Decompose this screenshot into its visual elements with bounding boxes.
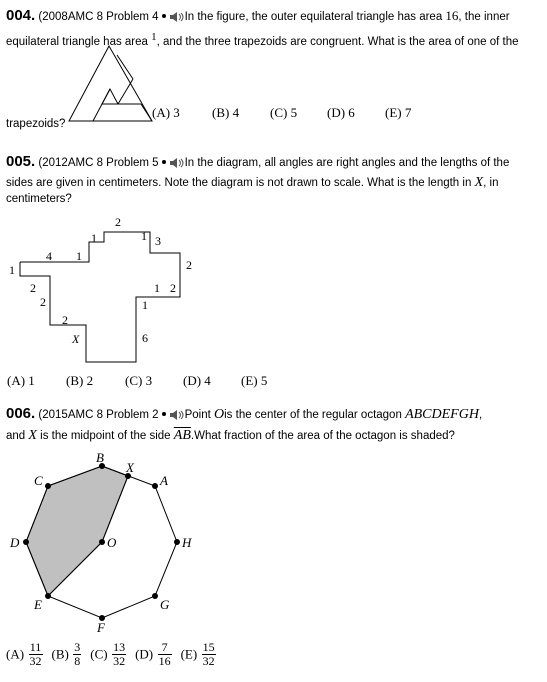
q3-choice-d[interactable] bbox=[135, 641, 172, 668]
q2-choice-a[interactable]: (A) 1 bbox=[7, 373, 35, 388]
q3-choice-d-frac bbox=[158, 641, 172, 668]
q2-label-2a: 2 bbox=[30, 281, 36, 295]
q3-number: 006. bbox=[6, 405, 36, 422]
q2-label-1b: 1 bbox=[76, 249, 82, 263]
q1-outer-area: 16 bbox=[445, 8, 459, 23]
q3-choice-b-num: 3 bbox=[74, 640, 81, 654]
q2-label-2b: 2 bbox=[40, 295, 46, 309]
q2-choice-e[interactable]: (E) 5 bbox=[241, 373, 268, 388]
speaker-icon[interactable] bbox=[169, 158, 185, 168]
q1-choice-e[interactable]: (E) 7 bbox=[385, 105, 412, 120]
q3-line2 bbox=[6, 425, 546, 447]
q3-text-a: Point bbox=[184, 409, 211, 421]
q2-text-b: sides are given in centimeters. Note the diagram is not drawn to scale. What is the length in bbox=[6, 177, 472, 189]
q1-triangle-figure bbox=[66, 44, 161, 124]
q3-label-b: B bbox=[96, 450, 104, 465]
q3-choice-a-den: 32 bbox=[29, 654, 42, 668]
q2-line2 bbox=[6, 172, 546, 194]
q2-label-1f: 1 bbox=[142, 298, 148, 312]
q2-choice-d[interactable]: (D) 4 bbox=[183, 373, 211, 388]
q3-choice-c-letter: (C) bbox=[90, 646, 108, 662]
q3-octagon: ABCDEFGH bbox=[405, 407, 479, 422]
q1-number: 004. bbox=[6, 7, 36, 24]
q3-choice-a-frac bbox=[29, 641, 43, 668]
q3-choice-e-letter: (E) bbox=[180, 646, 198, 662]
bullet-icon bbox=[162, 160, 166, 164]
q2-label-1c: 1 bbox=[91, 231, 97, 245]
q1-choice-a[interactable]: (A) 3 bbox=[152, 105, 180, 120]
q3-choice-a-num: 11 bbox=[29, 640, 42, 654]
q1-choice-d[interactable]: (D) 6 bbox=[327, 105, 355, 120]
q3-label-c: C bbox=[34, 473, 43, 488]
q2-label-2c: 2 bbox=[62, 313, 68, 327]
inner-triangle bbox=[102, 89, 118, 104]
q3-choices bbox=[6, 641, 216, 668]
q3-choice-a-letter: (A) bbox=[6, 646, 25, 662]
q3-choice-c-num: 13 bbox=[113, 640, 126, 654]
q3-label-g: G bbox=[160, 597, 170, 612]
q3-label-f: F bbox=[97, 620, 105, 635]
q3-text-d: and bbox=[6, 430, 26, 442]
q3-label-h: H bbox=[182, 535, 192, 550]
q2-label-1e: 1 bbox=[154, 281, 160, 295]
q1-choice-c[interactable]: (C) 5 bbox=[270, 105, 298, 120]
q2-source: (2012AMC 8 Problem 5 bbox=[38, 157, 159, 169]
speaker-icon[interactable] bbox=[169, 410, 185, 420]
q3-text-b: is the center of the regular octagon bbox=[224, 409, 402, 421]
q1-text-a: In the figure, the outer equilateral triangle has area bbox=[184, 11, 443, 23]
q2-choice-b[interactable]: (B) 2 bbox=[66, 373, 94, 388]
q3-choice-d-num: 7 bbox=[158, 641, 172, 655]
q3-label-d: D bbox=[10, 535, 20, 550]
q2-number: 005. bbox=[6, 153, 36, 170]
outer-triangle bbox=[69, 46, 152, 121]
q3-choice-e[interactable] bbox=[181, 641, 216, 668]
q2-label-6: 6 bbox=[142, 331, 148, 345]
q2-label-2top: 2 bbox=[115, 215, 121, 229]
q2-label-1d: 1 bbox=[141, 229, 147, 243]
q3-choice-c-frac bbox=[112, 641, 126, 668]
q3-label-x: X bbox=[126, 460, 134, 475]
q3-choice-b-frac bbox=[73, 641, 81, 668]
q1-text-e: trapezoids? bbox=[6, 118, 66, 130]
q3-octagon-figure bbox=[0, 448, 210, 638]
q2-text-a: In the diagram, all angles are right angles and the lengths of the bbox=[184, 157, 510, 169]
q3-choice-e-num: 15 bbox=[202, 640, 215, 654]
bullet-icon bbox=[162, 412, 166, 416]
q2-text-c: , in bbox=[483, 177, 499, 189]
q3-text-f: .What fraction of the area of the octagon is shaded? bbox=[190, 430, 455, 442]
q2-label-4: 4 bbox=[46, 249, 52, 263]
q3-choice-e-den: 32 bbox=[202, 654, 215, 668]
bullet-icon bbox=[162, 14, 166, 18]
q1-text-d: , and the three trapezoids are congruent. What is the area of one of the bbox=[156, 35, 519, 48]
q3-label-a: A bbox=[160, 473, 168, 488]
q2-var-x: X bbox=[474, 175, 484, 190]
q3-choice-c-den: 32 bbox=[113, 654, 126, 668]
q2-text-d: centimeters? bbox=[6, 193, 72, 205]
q2-label-x: X bbox=[72, 332, 80, 346]
q2-line1 bbox=[6, 151, 546, 174]
q3-choice-b-den: 8 bbox=[74, 654, 81, 668]
q1-text-c: equilateral triangle has area bbox=[6, 35, 148, 48]
q3-choice-d-letter: (D) bbox=[135, 646, 154, 662]
q1-source: (2008AMC 8 Problem 4 bbox=[38, 11, 159, 23]
q3-choice-b-letter: (B) bbox=[51, 646, 69, 662]
q3-choice-a[interactable] bbox=[6, 641, 43, 668]
q3-label-o: O bbox=[107, 535, 117, 550]
q1-text-b: , the inner bbox=[458, 11, 510, 23]
q2-cross-figure bbox=[0, 212, 200, 367]
q2-label-2e: 2 bbox=[170, 281, 176, 295]
q3-source: (2015AMC 8 Problem 2 bbox=[38, 409, 159, 421]
q3-choice-c[interactable] bbox=[90, 641, 126, 668]
q3-text-e: is the midpoint of the side bbox=[40, 430, 171, 442]
q3-choice-e-frac bbox=[202, 641, 216, 668]
q2-label-2r: 2 bbox=[186, 258, 192, 272]
q3-text-c: , bbox=[478, 409, 483, 421]
q3-side: $\overline{AB}$ bbox=[173, 428, 191, 443]
q3-var-x: X bbox=[28, 428, 37, 443]
q3-choice-d-den: 16 bbox=[158, 654, 171, 668]
q2-label-3: 3 bbox=[155, 234, 161, 248]
q2-choice-c[interactable]: (C) 3 bbox=[125, 373, 153, 388]
q3-var-o: O bbox=[214, 407, 225, 422]
q1-line1 bbox=[6, 5, 546, 28]
q3-line1 bbox=[6, 403, 546, 426]
q1-inner-area: 1 bbox=[151, 31, 157, 43]
q3-choice-b[interactable] bbox=[52, 641, 82, 668]
q1-choice-b[interactable]: (B) 4 bbox=[212, 105, 240, 120]
speaker-icon[interactable] bbox=[169, 12, 185, 22]
q2-label-1: 1 bbox=[9, 263, 15, 277]
q3-label-e: E bbox=[34, 597, 42, 612]
